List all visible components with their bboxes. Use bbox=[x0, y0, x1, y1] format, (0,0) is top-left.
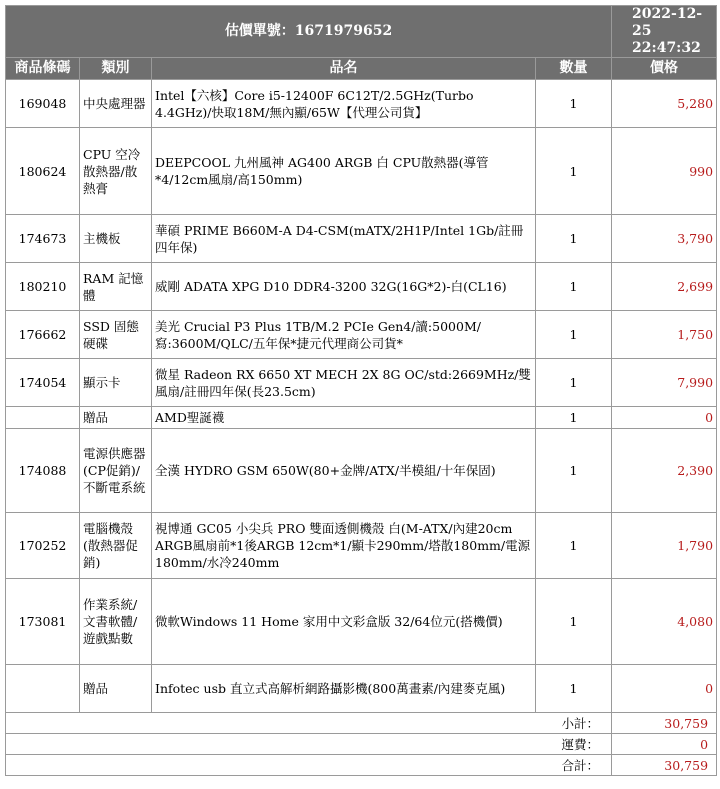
col-category: 類別 bbox=[80, 58, 152, 80]
item-no: 180624 bbox=[6, 128, 80, 215]
item-price: 1,750 bbox=[612, 311, 717, 359]
item-price: 1,790 bbox=[612, 513, 717, 579]
item-name: DEEPCOOL 九州風神 AG400 ARGB 白 CPU散熱器(導管*4/12cm風扇/高150mm) bbox=[152, 128, 536, 215]
item-qty: 1 bbox=[536, 263, 612, 311]
shipping-label: 運費： bbox=[6, 734, 612, 755]
shipping-row bbox=[6, 734, 717, 755]
table-row bbox=[6, 579, 717, 665]
item-category: 電腦機殼(散熱器促銷) bbox=[80, 513, 152, 579]
item-category: SSD 固態硬碟 bbox=[80, 311, 152, 359]
item-qty: 1 bbox=[536, 429, 612, 513]
shipping-value: 0 bbox=[612, 734, 717, 755]
item-no bbox=[6, 665, 80, 713]
total-value: 30,759 bbox=[612, 755, 717, 776]
subtotal-row bbox=[6, 713, 717, 734]
quote-header-row bbox=[6, 6, 717, 58]
total-label: 合計： bbox=[6, 755, 612, 776]
column-header-row bbox=[6, 58, 717, 80]
item-qty: 1 bbox=[536, 407, 612, 429]
item-category: RAM 記憶體 bbox=[80, 263, 152, 311]
item-qty: 1 bbox=[536, 665, 612, 713]
quote-timestamp: 2022-12-25 22:47:32 bbox=[612, 6, 717, 58]
table-row bbox=[6, 311, 717, 359]
quote-table bbox=[5, 5, 717, 776]
item-name: 華碩 PRIME B660M-A D4-CSM(mATX/2H1P/Intel 1Gb/註冊四年保) bbox=[152, 215, 536, 263]
table-row bbox=[6, 359, 717, 407]
item-name: 視博通 GC05 小尖兵 PRO 雙面透側機殼 白(M-ATX/內建20cm ARGB風扇前*1後ARGB 12cm*1/顯卡290mm/塔散180mm/電源180mm/水冷240mm bbox=[152, 513, 536, 579]
item-qty: 1 bbox=[536, 359, 612, 407]
item-category: 贈品 bbox=[80, 665, 152, 713]
table-row bbox=[6, 80, 717, 128]
item-category: 顯示卡 bbox=[80, 359, 152, 407]
table-row bbox=[6, 665, 717, 713]
table-row bbox=[6, 128, 717, 215]
table-row bbox=[6, 215, 717, 263]
col-item-no: 商品條碼 bbox=[6, 58, 80, 80]
quote-number: 估價單號：1671979652 bbox=[6, 6, 612, 58]
item-no: 170252 bbox=[6, 513, 80, 579]
item-category: 主機板 bbox=[80, 215, 152, 263]
item-no: 174088 bbox=[6, 429, 80, 513]
col-price: 價格 bbox=[612, 58, 717, 80]
item-category: CPU 空冷散熱器/散熱膏 bbox=[80, 128, 152, 215]
item-no: 174054 bbox=[6, 359, 80, 407]
item-name: 威剛 ADATA XPG D10 DDR4-3200 32G(16G*2)-白(CL16) bbox=[152, 263, 536, 311]
item-name: AMD聖誕襪 bbox=[152, 407, 536, 429]
item-qty: 1 bbox=[536, 513, 612, 579]
item-qty: 1 bbox=[536, 128, 612, 215]
item-price: 2,390 bbox=[612, 429, 717, 513]
subtotal-label: 小計： bbox=[6, 713, 612, 734]
item-no: 180210 bbox=[6, 263, 80, 311]
item-price: 7,990 bbox=[612, 359, 717, 407]
item-no: 174673 bbox=[6, 215, 80, 263]
item-price: 0 bbox=[612, 407, 717, 429]
item-price: 3,790 bbox=[612, 215, 717, 263]
item-qty: 1 bbox=[536, 215, 612, 263]
item-price: 4,080 bbox=[612, 579, 717, 665]
item-category: 作業系統/文書軟體/遊戲點數 bbox=[80, 579, 152, 665]
item-category: 贈品 bbox=[80, 407, 152, 429]
table-row bbox=[6, 429, 717, 513]
item-category: 電源供應器(CP促銷)/不斷電系統 bbox=[80, 429, 152, 513]
item-qty: 1 bbox=[536, 80, 612, 128]
item-name: 美光 Crucial P3 Plus 1TB/M.2 PCIe Gen4/讀:5000M/寫:3600M/QLC/五年保*捷元代理商公司貨* bbox=[152, 311, 536, 359]
item-price: 5,280 bbox=[612, 80, 717, 128]
item-no: 176662 bbox=[6, 311, 80, 359]
item-no: 169048 bbox=[6, 80, 80, 128]
item-name: Intel【六核】Core i5-12400F 6C12T/2.5GHz(Turbo 4.4GHz)/快取18M/無內顯/65W【代理公司貨】 bbox=[152, 80, 536, 128]
item-price: 0 bbox=[612, 665, 717, 713]
table-row bbox=[6, 263, 717, 311]
item-name: 全漢 HYDRO GSM 650W(80+金牌/ATX/半模組/十年保固) bbox=[152, 429, 536, 513]
item-name: Infotec usb 直立式高解析網路攝影機(800萬畫素/內建麥克風) bbox=[152, 665, 536, 713]
col-qty: 數量 bbox=[536, 58, 612, 80]
item-no bbox=[6, 407, 80, 429]
item-price: 990 bbox=[612, 128, 717, 215]
table-row bbox=[6, 513, 717, 579]
item-no: 173081 bbox=[6, 579, 80, 665]
total-row bbox=[6, 755, 717, 776]
col-name: 品名 bbox=[152, 58, 536, 80]
item-name: 微星 Radeon RX 6650 XT MECH 2X 8G OC/std:2669MHz/雙風扇/註冊四年保(長23.5cm) bbox=[152, 359, 536, 407]
table-row bbox=[6, 407, 717, 429]
item-qty: 1 bbox=[536, 311, 612, 359]
item-qty: 1 bbox=[536, 579, 612, 665]
item-category: 中央處理器 bbox=[80, 80, 152, 128]
item-price: 2,699 bbox=[612, 263, 717, 311]
item-name: 微軟Windows 11 Home 家用中文彩盒版 32/64位元(搭機價) bbox=[152, 579, 536, 665]
subtotal-value: 30,759 bbox=[612, 713, 717, 734]
